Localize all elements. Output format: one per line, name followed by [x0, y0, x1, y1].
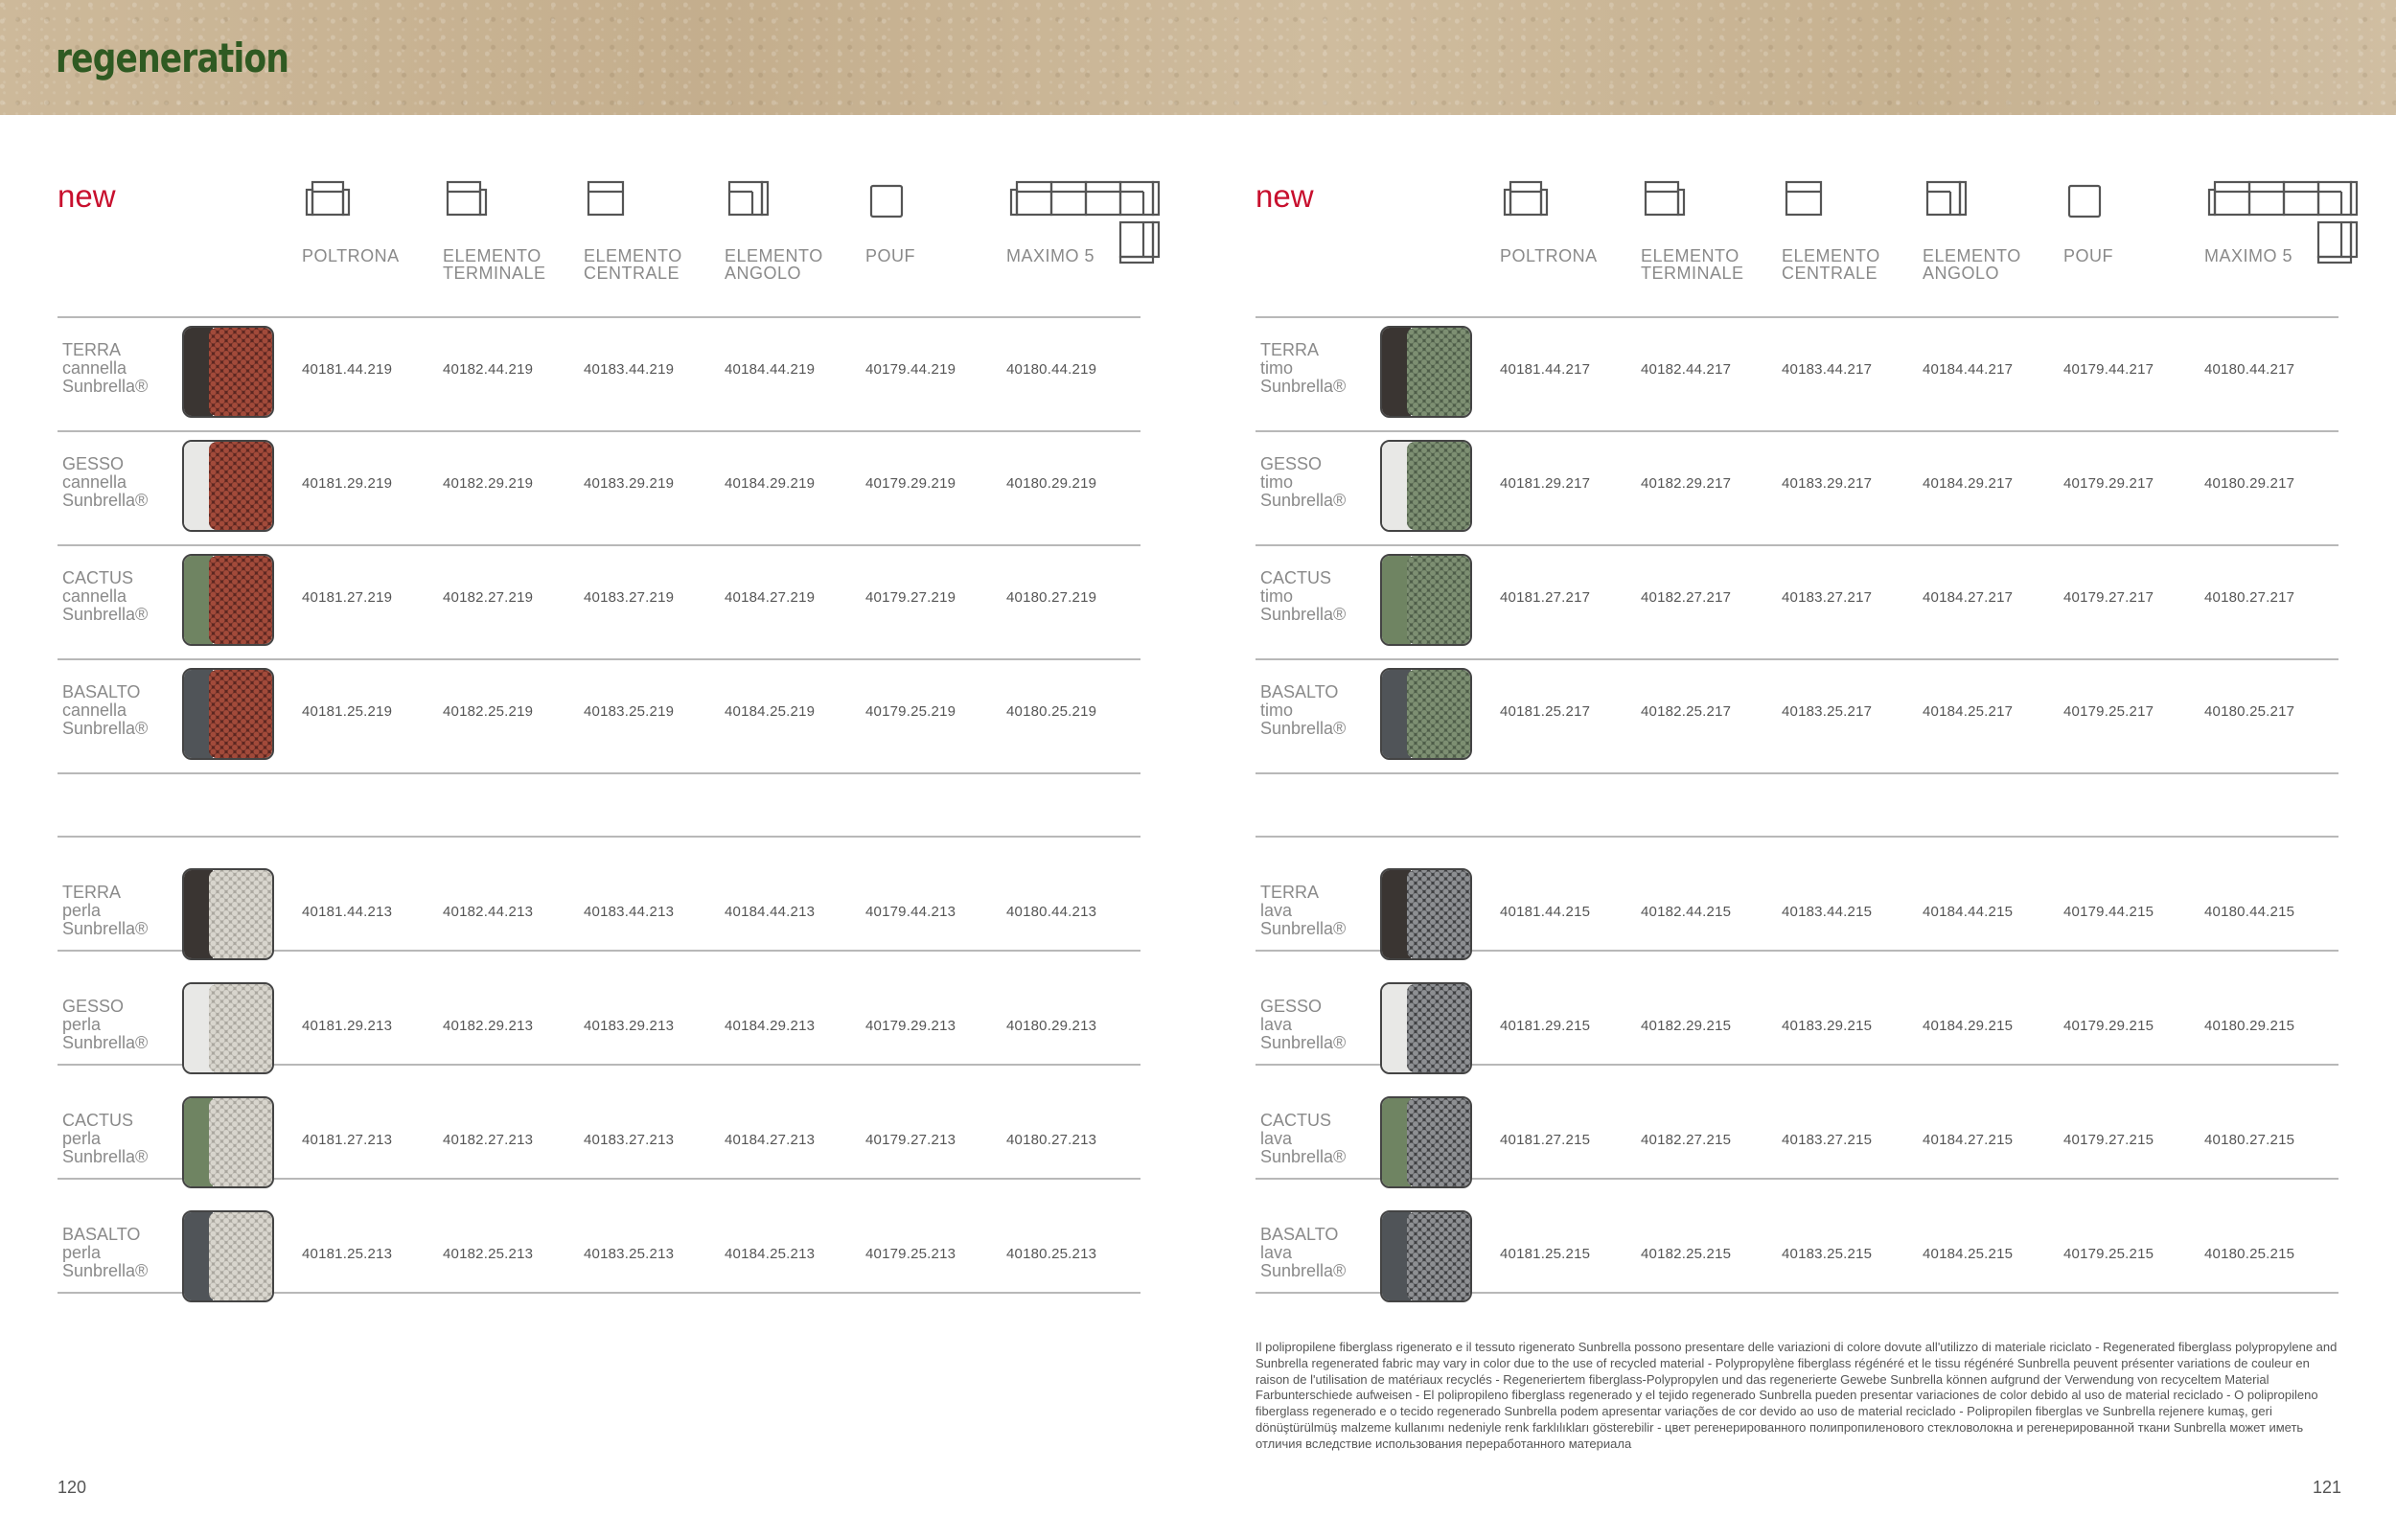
finish-frame: GESSO: [62, 454, 125, 473]
column-header-line: ELEMENTO: [1782, 246, 1880, 265]
product-code: 40182.29.215: [1641, 1018, 1732, 1034]
disclaimer-note: Il polipropilene fiberglass rigenerato e il tessuto rigenerato Sunbrella possono presentare delle variazioni di colore dovute all'utilizzo di materiale riciclato - Regenerated fiberglass polypropylene and Sunbrella regenerated fabric may vary in color due to the use of recycled material - Polypropylène fiberglass régénéré et le tissu régénéré Sunbrella peuvent présenter variations de couleur en raison de l'utilisation de matériaux recyclés - Regeneriertem fiberglass-Polypropylen und das regenerierte Gewebe Sunbrella können aufgrund der Verwendung von recyceltem Material Farbunterschiede aufweisen - El polipropileno fiberglass regenerado y el tejido regenerado Sunbrella pueden presentar variaciones de color debido al uso de material reciclado - O polipropileno fiberglass regenerado e o tecido regenerado Sunbrella podem apresentar variações de cor devido ao uso de material reciclado - Polipropilen fiberglas ve Sunbrella rejenere kumaş, geri dönüştürülmüş malzeme kullanımı nedeniyle renk farklılıkları gösterebilir - цвет регенерированного полипропиленового стекловолокна и регенерированной ткани Sunbrella может иметь отличия вследствие использования переработанного материала: [1256, 1340, 2338, 1451]
table-divider: [1256, 772, 2338, 774]
product-code: 40180.25.219: [1006, 703, 1097, 720]
finish-fabric: perla: [62, 1015, 102, 1034]
product-code: 40179.27.219: [865, 589, 956, 606]
product-code: 40180.44.217: [2204, 361, 2295, 378]
column-header: [1641, 247, 1744, 282]
finish-frame: CACTUS: [62, 1111, 134, 1130]
corner-element-icon: [1925, 178, 1968, 218]
central-element-icon: [587, 178, 625, 218]
product-code: 40183.27.215: [1782, 1132, 1873, 1148]
fabric-texture: [209, 670, 272, 758]
product-code: 40184.25.219: [725, 703, 816, 720]
product-code: 40184.27.219: [725, 589, 816, 606]
product-code: 40184.27.213: [725, 1132, 816, 1148]
column-header: [865, 247, 915, 264]
finish-swatch: [182, 982, 274, 1074]
finish-label: [1260, 998, 1346, 1052]
finish-frame: TERRA: [62, 883, 122, 902]
column-header: [443, 247, 546, 282]
column-header: [1923, 247, 2021, 282]
product-code: 40182.44.217: [1641, 361, 1732, 378]
product-code: 40181.44.219: [302, 361, 393, 378]
finish-brand: Sunbrella®: [62, 1261, 149, 1280]
page-number: 120: [58, 1478, 87, 1497]
table-row: [1256, 857, 2338, 971]
product-code: 40182.25.217: [1641, 703, 1732, 720]
product-code: 40180.44.219: [1006, 361, 1097, 378]
column-header: [2063, 247, 2113, 264]
product-code: 40181.25.213: [302, 1246, 393, 1262]
finish-swatch: [1380, 1210, 1472, 1302]
product-code: 40179.25.215: [2063, 1246, 2154, 1262]
product-code: 40180.25.213: [1006, 1246, 1097, 1262]
product-code: 40184.44.219: [725, 361, 816, 378]
product-code: 40181.44.215: [1500, 904, 1591, 920]
table-row: [1256, 428, 2338, 542]
product-code: 40180.27.219: [1006, 589, 1097, 606]
finish-brand: Sunbrella®: [1260, 1147, 1347, 1166]
product-code: 40179.44.213: [865, 904, 956, 920]
product-code: 40181.25.217: [1500, 703, 1591, 720]
product-code: 40183.25.217: [1782, 703, 1873, 720]
product-code: 40182.27.215: [1641, 1132, 1732, 1148]
product-code: 40179.44.217: [2063, 361, 2154, 378]
product-code: 40180.27.217: [2204, 589, 2295, 606]
column-header-line: POLTRONA: [302, 246, 400, 265]
new-label: new: [58, 178, 116, 214]
column-header-line: POUF: [865, 246, 916, 265]
finish-brand: Sunbrella®: [1260, 491, 1347, 510]
column-header-line: ELEMENTO: [584, 246, 682, 265]
product-code: 40183.29.219: [584, 475, 675, 492]
product-code: 40180.27.215: [2204, 1132, 2295, 1148]
product-code: 40181.27.219: [302, 589, 393, 606]
header-banner: [0, 0, 2396, 115]
product-code: 40179.29.217: [2063, 475, 2154, 492]
new-label: new: [1256, 178, 1314, 214]
fabric-texture: [1407, 556, 1470, 644]
finish-label: [1260, 1112, 1346, 1166]
column-header: [1006, 247, 1094, 264]
finish-fabric: lava: [1260, 901, 1293, 920]
finish-swatch: [1380, 668, 1472, 760]
finish-label: [62, 683, 148, 738]
product-code: 40180.27.213: [1006, 1132, 1097, 1148]
finish-frame: TERRA: [1260, 340, 1320, 359]
finish-frame: GESSO: [62, 997, 125, 1016]
finish-label: [1260, 455, 1346, 510]
product-code: 40184.44.215: [1923, 904, 2014, 920]
fabric-texture: [209, 328, 272, 416]
product-code: 40182.25.213: [443, 1246, 534, 1262]
fabric-texture: [1407, 442, 1470, 530]
product-code: 40184.27.215: [1923, 1132, 2014, 1148]
finish-fabric: timo: [1260, 358, 1294, 378]
fabric-texture: [1407, 870, 1470, 958]
table-divider: [58, 836, 1140, 838]
table-row: [1256, 1199, 2338, 1313]
finish-swatch: [182, 554, 274, 646]
finish-frame: TERRA: [62, 340, 122, 359]
product-code: 40182.25.215: [1641, 1246, 1732, 1262]
finish-brand: Sunbrella®: [1260, 1033, 1347, 1052]
product-code: 40182.25.219: [443, 703, 534, 720]
product-code: 40181.29.217: [1500, 475, 1591, 492]
finish-swatch: [1380, 982, 1472, 1074]
table-row: [58, 971, 1140, 1085]
finish-fabric: cannella: [62, 586, 127, 606]
column-header-line: TERMINALE: [443, 264, 546, 283]
page-number: 121: [2313, 1478, 2342, 1497]
column-header: [2204, 247, 2292, 264]
table-row: [1256, 314, 2338, 428]
fabric-texture: [209, 556, 272, 644]
column-header-line: ELEMENTO: [725, 246, 823, 265]
fabric-texture: [209, 1212, 272, 1300]
product-code: 40183.25.219: [584, 703, 675, 720]
central-element-icon: [1785, 178, 1823, 218]
column-header-line: POUF: [2063, 246, 2114, 265]
product-code: 40182.27.217: [1641, 589, 1732, 606]
finish-label: [62, 455, 148, 510]
product-code: 40180.44.213: [1006, 904, 1097, 920]
product-code: 40181.44.213: [302, 904, 393, 920]
column-header-line: POLTRONA: [1500, 246, 1598, 265]
fabric-texture: [1407, 1212, 1470, 1300]
column-header-line: CENTRALE: [1782, 264, 1878, 283]
fabric-texture: [209, 870, 272, 958]
fabric-texture: [1407, 670, 1470, 758]
finish-swatch: [182, 440, 274, 532]
finish-fabric: lava: [1260, 1129, 1293, 1148]
finish-fabric: cannella: [62, 472, 127, 492]
product-code: 40184.25.213: [725, 1246, 816, 1262]
finish-swatch: [182, 326, 274, 418]
product-code: 40183.29.213: [584, 1018, 675, 1034]
fabric-texture: [1407, 328, 1470, 416]
product-code: 40183.29.215: [1782, 1018, 1873, 1034]
finish-fabric: perla: [62, 1243, 102, 1262]
column-header-line: ELEMENTO: [1923, 246, 2021, 265]
product-code: 40181.25.219: [302, 703, 393, 720]
end-element-icon: [1644, 178, 1686, 218]
armchair-icon: [305, 178, 351, 218]
finish-brand: Sunbrella®: [62, 1147, 149, 1166]
column-header: [584, 247, 682, 282]
product-code: 40181.27.217: [1500, 589, 1591, 606]
product-code: 40184.29.219: [725, 475, 816, 492]
table-row: [1256, 1085, 2338, 1199]
finish-label: [62, 1226, 148, 1280]
finish-fabric: perla: [62, 1129, 102, 1148]
finish-fabric: lava: [1260, 1243, 1293, 1262]
finish-frame: GESSO: [1260, 997, 1323, 1016]
product-code: 40182.27.213: [443, 1132, 534, 1148]
table-row: [58, 656, 1140, 770]
table-row: [58, 857, 1140, 971]
finish-frame: CACTUS: [1260, 568, 1332, 587]
finish-brand: Sunbrella®: [1260, 719, 1347, 738]
product-code: 40182.44.219: [443, 361, 534, 378]
finish-swatch: [1380, 440, 1472, 532]
column-header-line: TERMINALE: [1641, 264, 1744, 283]
product-code: 40182.27.219: [443, 589, 534, 606]
fabric-texture: [209, 1098, 272, 1186]
finish-fabric: timo: [1260, 472, 1294, 492]
finish-brand: Sunbrella®: [1260, 1261, 1347, 1280]
finish-label: [62, 998, 148, 1052]
product-code: 40180.29.217: [2204, 475, 2295, 492]
product-code: 40179.27.213: [865, 1132, 956, 1148]
finish-fabric: cannella: [62, 701, 127, 720]
column-header-line: MAXIMO 5: [2204, 246, 2293, 265]
brand-logo: regeneration: [56, 34, 289, 81]
product-code: 40182.29.217: [1641, 475, 1732, 492]
finish-brand: Sunbrella®: [1260, 919, 1347, 938]
table-row: [58, 428, 1140, 542]
page-right: [1256, 115, 2396, 1540]
product-code: 40181.44.217: [1500, 361, 1591, 378]
product-code: 40184.44.213: [725, 904, 816, 920]
table-row: [58, 542, 1140, 656]
finish-label: [62, 1112, 148, 1166]
end-element-icon: [446, 178, 488, 218]
product-code: 40179.29.213: [865, 1018, 956, 1034]
finish-brand: Sunbrella®: [1260, 605, 1347, 624]
page-left: [58, 115, 1198, 1540]
column-header-line: CENTRALE: [584, 264, 680, 283]
pouf-icon: [868, 178, 907, 218]
finish-frame: BASALTO: [1260, 682, 1339, 701]
product-code: 40180.25.217: [2204, 703, 2295, 720]
column-header-line: ELEMENTO: [1641, 246, 1739, 265]
product-code: 40182.29.219: [443, 475, 534, 492]
column-header-line: ANGOLO: [1923, 264, 2000, 283]
product-code: 40183.44.215: [1782, 904, 1873, 920]
finish-swatch: [1380, 554, 1472, 646]
finish-frame: BASALTO: [1260, 1225, 1339, 1244]
column-header-line: ELEMENTO: [443, 246, 541, 265]
column-header: [302, 247, 400, 264]
column-header-line: MAXIMO 5: [1006, 246, 1095, 265]
product-code: 40179.29.219: [865, 475, 956, 492]
column-header: [1500, 247, 1598, 264]
finish-label: [1260, 884, 1346, 938]
finish-swatch: [182, 1210, 274, 1302]
finish-brand: Sunbrella®: [62, 1033, 149, 1052]
finish-label: [1260, 341, 1346, 396]
finish-fabric: timo: [1260, 701, 1294, 720]
product-code: 40179.44.219: [865, 361, 956, 378]
finish-brand: Sunbrella®: [62, 605, 149, 624]
column-header: [725, 247, 823, 282]
finish-frame: CACTUS: [62, 568, 134, 587]
product-code: 40182.44.215: [1641, 904, 1732, 920]
column-header-line: ANGOLO: [725, 264, 802, 283]
table-divider: [58, 772, 1140, 774]
pouf-icon: [2066, 178, 2105, 218]
product-code: 40179.44.215: [2063, 904, 2154, 920]
table-row: [58, 1199, 1140, 1313]
product-code: 40183.29.217: [1782, 475, 1873, 492]
finish-brand: Sunbrella®: [62, 719, 149, 738]
armchair-icon: [1503, 178, 1549, 218]
table-row: [1256, 542, 2338, 656]
product-code: 40183.27.213: [584, 1132, 675, 1148]
finish-fabric: lava: [1260, 1015, 1293, 1034]
product-code: 40184.25.215: [1923, 1246, 2014, 1262]
table-row: [58, 314, 1140, 428]
finish-brand: Sunbrella®: [1260, 377, 1347, 396]
finish-fabric: perla: [62, 901, 102, 920]
finish-label: [1260, 1226, 1346, 1280]
fabric-texture: [209, 442, 272, 530]
finish-frame: TERRA: [1260, 883, 1320, 902]
fabric-texture: [209, 984, 272, 1072]
finish-frame: GESSO: [1260, 454, 1323, 473]
product-code: 40180.29.219: [1006, 475, 1097, 492]
product-code: 40181.29.215: [1500, 1018, 1591, 1034]
finish-swatch: [1380, 326, 1472, 418]
fabric-texture: [1407, 984, 1470, 1072]
product-code: 40181.29.213: [302, 1018, 393, 1034]
finish-brand: Sunbrella®: [62, 377, 149, 396]
product-code: 40183.44.217: [1782, 361, 1873, 378]
finish-fabric: timo: [1260, 586, 1294, 606]
product-code: 40179.29.215: [2063, 1018, 2154, 1034]
finish-label: [62, 569, 148, 624]
finish-label: [62, 341, 148, 396]
finish-swatch: [1380, 1096, 1472, 1188]
product-code: 40180.29.215: [2204, 1018, 2295, 1034]
finish-fabric: cannella: [62, 358, 127, 378]
table-row: [1256, 971, 2338, 1085]
fabric-texture: [1407, 1098, 1470, 1186]
table-divider: [1256, 836, 2338, 838]
product-code: 40182.29.213: [443, 1018, 534, 1034]
product-code: 40183.25.215: [1782, 1246, 1873, 1262]
finish-swatch: [182, 868, 274, 960]
product-code: 40180.29.213: [1006, 1018, 1097, 1034]
finish-brand: Sunbrella®: [62, 491, 149, 510]
product-code: 40179.27.217: [2063, 589, 2154, 606]
finish-label: [62, 884, 148, 938]
finish-frame: BASALTO: [62, 1225, 141, 1244]
finish-frame: BASALTO: [62, 682, 141, 701]
finish-label: [1260, 569, 1346, 624]
finish-brand: Sunbrella®: [62, 919, 149, 938]
finish-swatch: [1380, 868, 1472, 960]
finish-swatch: [182, 668, 274, 760]
product-code: 40181.29.219: [302, 475, 393, 492]
product-code: 40181.25.215: [1500, 1246, 1591, 1262]
product-code: 40180.44.215: [2204, 904, 2295, 920]
product-code: 40184.25.217: [1923, 703, 2014, 720]
product-code: 40179.25.219: [865, 703, 956, 720]
product-code: 40179.25.213: [865, 1246, 956, 1262]
finish-label: [1260, 683, 1346, 738]
product-code: 40180.25.215: [2204, 1246, 2295, 1262]
table-row: [1256, 656, 2338, 770]
product-code: 40182.44.213: [443, 904, 534, 920]
product-code: 40184.29.213: [725, 1018, 816, 1034]
product-code: 40184.29.217: [1923, 475, 2014, 492]
product-code: 40184.27.217: [1923, 589, 2014, 606]
product-code: 40181.27.215: [1500, 1132, 1591, 1148]
product-code: 40179.27.215: [2063, 1132, 2154, 1148]
product-code: 40184.29.215: [1923, 1018, 2014, 1034]
product-code: 40184.44.217: [1923, 361, 2014, 378]
product-code: 40183.27.219: [584, 589, 675, 606]
product-code: 40183.44.213: [584, 904, 675, 920]
product-code: 40183.44.219: [584, 361, 675, 378]
column-header: [1782, 247, 1880, 282]
finish-swatch: [182, 1096, 274, 1188]
product-code: 40183.25.213: [584, 1246, 675, 1262]
corner-element-icon: [727, 178, 770, 218]
product-code: 40183.27.217: [1782, 589, 1873, 606]
product-code: 40179.25.217: [2063, 703, 2154, 720]
table-row: [58, 1085, 1140, 1199]
product-code: 40181.27.213: [302, 1132, 393, 1148]
finish-frame: CACTUS: [1260, 1111, 1332, 1130]
